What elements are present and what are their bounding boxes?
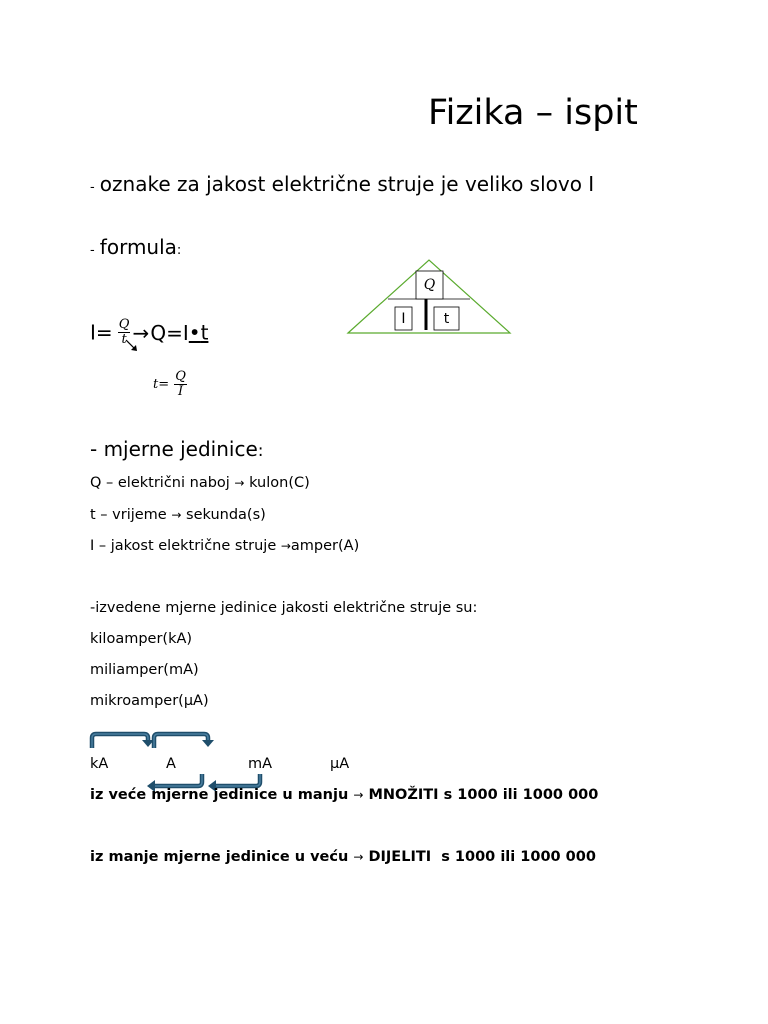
derived-heading: -izvedene mjerne jedinice jakosti električne struje su: bbox=[90, 600, 478, 616]
fraction-denominator: I bbox=[177, 384, 184, 399]
unit-value: sekunda(s) bbox=[186, 507, 266, 523]
triangle-label-t: t bbox=[443, 311, 450, 327]
fraction-q-over-i bbox=[174, 370, 187, 399]
page-title: Fizika – ispit bbox=[428, 93, 638, 133]
derived-item: mikroamper(μA) bbox=[90, 693, 209, 709]
formula-label: formula bbox=[99, 235, 177, 259]
bullet-dash: - bbox=[90, 180, 95, 195]
unit-row bbox=[90, 507, 266, 523]
units-heading-colon: : bbox=[257, 441, 264, 461]
units-heading-text: - mjerne jedinice bbox=[90, 437, 258, 461]
formula-dot: • bbox=[188, 320, 201, 345]
unit-arrow: → bbox=[280, 539, 291, 553]
unit-value: kulon(C) bbox=[249, 475, 310, 491]
definition-text: oznake za jakost električne struje je veliko slovo I bbox=[99, 172, 595, 196]
formula-arrow: → bbox=[132, 320, 150, 345]
units-heading bbox=[90, 437, 264, 461]
rule-multiply bbox=[90, 787, 598, 803]
triangle-label-q: Q bbox=[423, 277, 436, 293]
bullet-dash: - bbox=[90, 243, 95, 258]
unit-arrow: → bbox=[234, 476, 245, 490]
fraction-denominator: t bbox=[121, 332, 127, 347]
conversion-label-ma: mA bbox=[248, 756, 273, 772]
fraction-numerator: Q bbox=[118, 317, 130, 332]
unit-value: amper(A) bbox=[290, 538, 360, 554]
definition-line bbox=[90, 172, 594, 196]
rule-text: iz veće mjerne jedinice u manju bbox=[90, 787, 349, 803]
time-formula bbox=[153, 370, 187, 399]
multiply-arrows-icon bbox=[88, 728, 218, 752]
rule-arrow: → bbox=[353, 850, 364, 864]
rule-action: MNOŽITI s 1000 ili 1000 000 bbox=[368, 787, 599, 803]
unit-label: t – vrijeme bbox=[90, 507, 167, 523]
unit-row bbox=[90, 475, 310, 491]
unit-arrow: → bbox=[171, 508, 182, 522]
rule-divide bbox=[90, 849, 596, 865]
fraction-numerator: Q bbox=[175, 369, 186, 384]
rule-text: iz manje mjerne jedinice u veću bbox=[90, 849, 349, 865]
unit-row bbox=[90, 538, 359, 554]
formula-lhs: I= bbox=[90, 320, 113, 345]
formula-label-line bbox=[90, 235, 181, 259]
unit-label: Q – električni naboj bbox=[90, 475, 230, 491]
conversion-label-ua: μA bbox=[330, 756, 350, 772]
fraction-arrow-icon bbox=[124, 338, 140, 354]
formula-colon: : bbox=[176, 243, 182, 258]
rule-arrow: → bbox=[353, 788, 364, 802]
main-formula bbox=[90, 318, 208, 354]
formula-triangle bbox=[346, 258, 514, 338]
conversion-label-a: A bbox=[166, 756, 176, 772]
unit-label: I – jakost električne struje bbox=[90, 538, 277, 554]
formula-rhs-t: t bbox=[200, 320, 209, 345]
derived-item: miliamper(mA) bbox=[90, 662, 199, 678]
time-formula-lhs: t= bbox=[153, 377, 170, 392]
derived-item: kiloamper(kA) bbox=[90, 631, 193, 647]
rule-action: DIJELITI s 1000 ili 1000 000 bbox=[368, 849, 596, 865]
triangle-label-i: I bbox=[401, 311, 406, 327]
formula-rhs: Q=I bbox=[150, 320, 189, 345]
conversion-label-ka: kA bbox=[90, 756, 109, 772]
